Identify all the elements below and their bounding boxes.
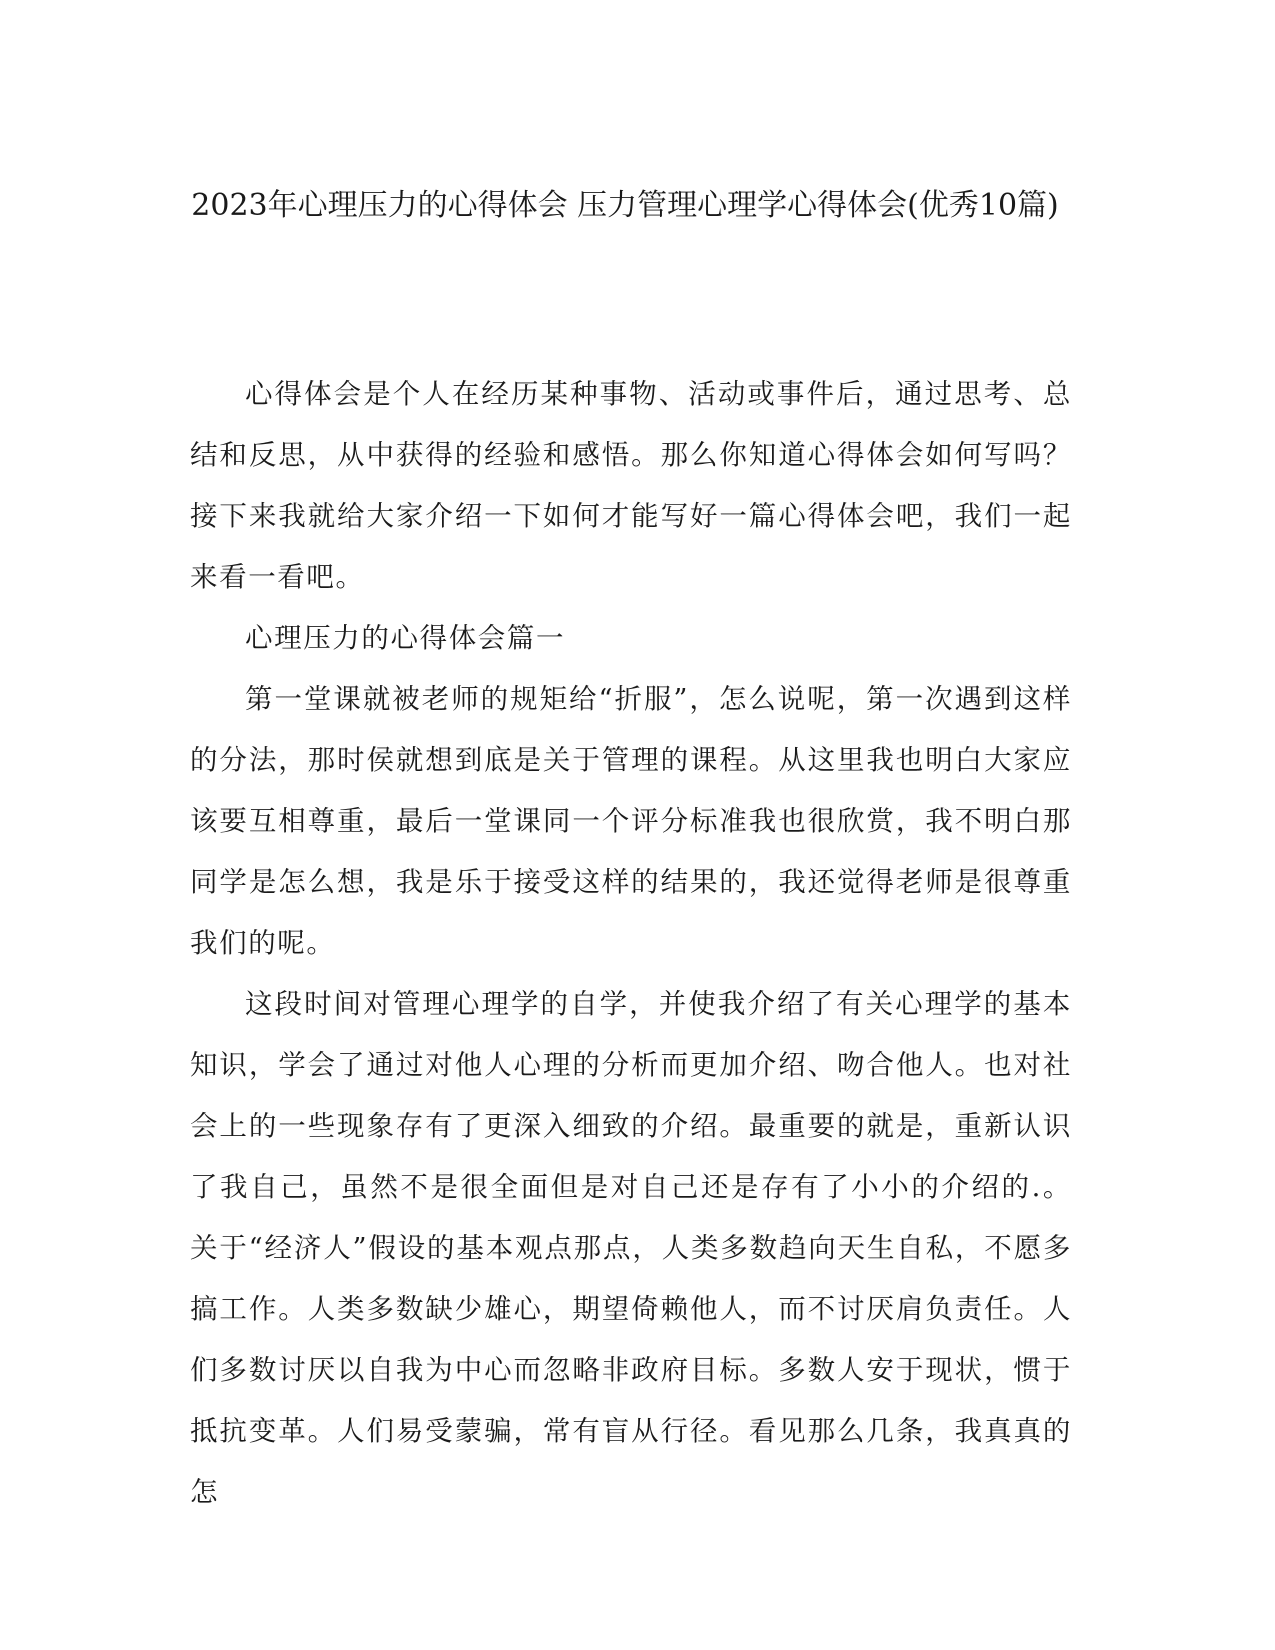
intro-paragraph: 心得体会是个人在经历某种事物、活动或事件后，通过思考、总结和反思，从中获得的经验和感悟。那么你知道心得体会如何写吗？接下来我就给大家介绍一下如何才能写好一篇心得体会吧，我们一起来看一看吧。 <box>190 378 1072 593</box>
body-paragraph: 第一堂课就被老师的规矩给“折服”，怎么说呢，第一次遇到这样的分法，那时侯就想到底是关于管理的课程。从这里我也明白大家应该要互相尊重，最后一堂课同一个评分标准我也很欣赏，我不明白那同学是怎么想，我是乐于接受这样的结果的，我还觉得老师是很尊重我们的呢。 <box>190 683 1072 959</box>
body-paragraph: 这段时间对管理心理学的自学，并使我介绍了有关心理学的基本知识，学会了通过对他人心理的分析而更加介绍、吻合他人。也对社会上的一些现象存有了更深入细致的介绍。最重要的就是，重新认识了我自己，虽然不是很全面但是对自己还是存有了小小的介绍的.。关于“经济人”假设的基本观点那点，人类多数趋向天生自私，不愿多搞工作。人类多数缺少雄心，期望倚赖他人，而不讨厌肩负责任。人们多数讨厌以自我为中心而忽略非政府目标。多数人安于现状，惯于抵抗变革。人们易受蒙骗，常有盲从行径。看见那么几条，我真真的怎 <box>190 988 1072 1508</box>
section-heading: 心理压力的心得体会篇一 <box>245 622 566 654</box>
document-title: 2023年心理压力的心得体会 压力管理心理学心得体会(优秀10篇) <box>191 188 1059 223</box>
document-body <box>190 364 1072 1523</box>
